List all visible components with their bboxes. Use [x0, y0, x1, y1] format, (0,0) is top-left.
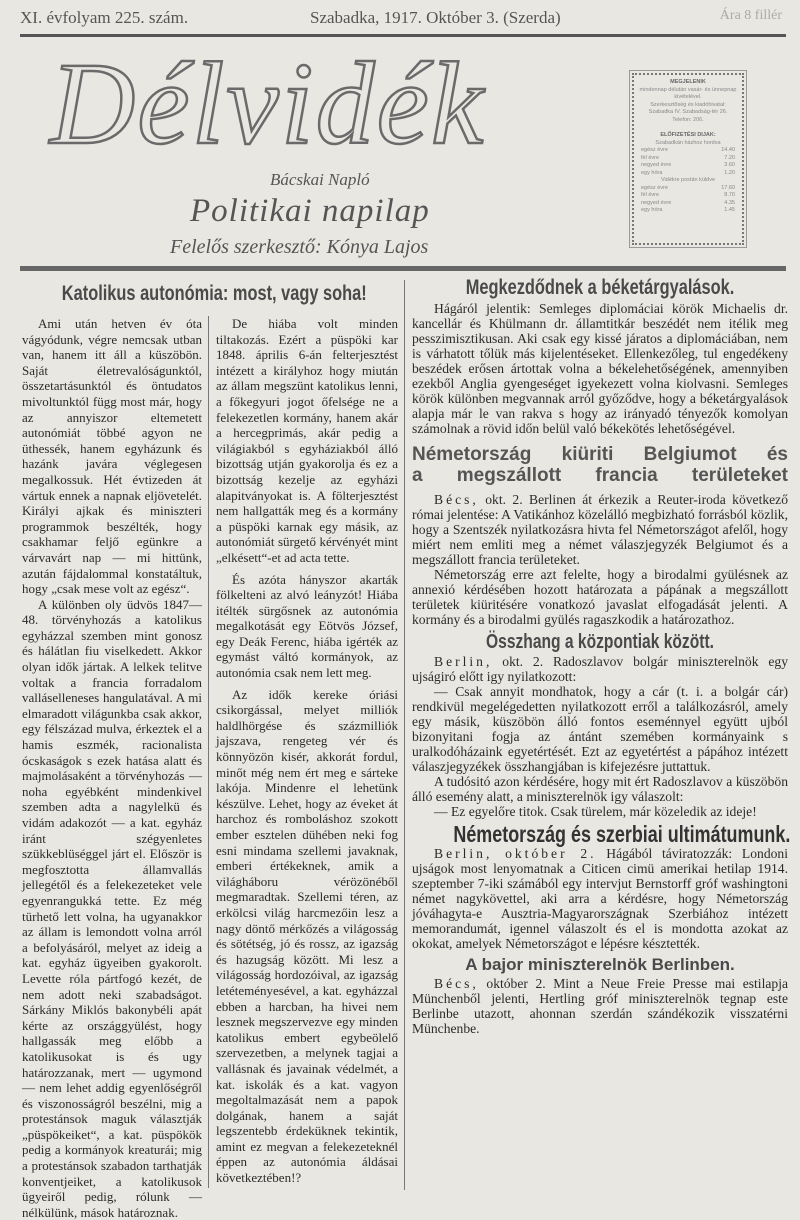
info-line: mindennap délután vasár- és ünnepnap kivételével. [639, 86, 737, 100]
article-headline: Katolikus autonómia: most, vagy soha! [61, 282, 367, 305]
masthead [20, 38, 610, 264]
article-column-2 [216, 316, 398, 1186]
info-title: MEGJELENIK [670, 79, 706, 85]
price-value: 4.35 [724, 199, 735, 206]
price-value: 14.40 [721, 147, 735, 153]
paragraph: Németország erre azt felelte, hogy a birodalmi gyülésnek az annexió kérdésében hozott határozata a pápának a megszállott területek kiüritésére vonatkozó javaslat elfogadását jelenti. A kormány és a birodalmi gyülés ragaszkodik a határozathoz. [412, 567, 788, 627]
article-headline: Megkezdődnek a béketárgyalások. [465, 276, 735, 299]
masthead-rule [20, 266, 786, 271]
post-title: Vidékre postán küldve [660, 177, 716, 183]
masthead-tagline: Politikai napilap [190, 193, 430, 229]
dateline-place: Bécs, [434, 976, 479, 991]
price-label: egy hóra [641, 207, 663, 213]
price-label: fél évre [641, 192, 660, 198]
paragraph: És azóta hányszor akarták fölkelteni az alvó leányzót! Hiába itélték sürgősnek az autonómia megalkotását egy Eötvös József, egy Deák Ferenc, hiába igérték az egymást váltó kormányok, az autonómia csak nem lett meg. [216, 571, 398, 681]
info-line: Szabadka IV. Szabadság-tér 26. [648, 109, 728, 115]
price-value: 8.70 [724, 192, 735, 198]
paragraph: Az idők kereke óriási csikorgással, melyet milliók haldlhörgése és százmilliók jajszava, rengeteg vér és könnyözön kisér, akkorát fordul, minőt még nem ért meg e sárteke lakója. Mindenre el lehetünk készülve. Lehet, hogy az éveket át harchoz és romboláshoz szokott ember esztelen dühében neki fog esni mindama szellemi javaknak, emberi értékeknek, amik a világháboru vérözönéből megmaradtak. Szellemi téren, az erkölcsi világ harcmezőin lesz a nagy döntő mérkőzés a világosság és sötétség, jó és rossz, az igazság és hazugság között. Mi lesz a világosság hordozóival, az igazság letéteményesével, a kat. egyházzal ebben a harcban, ha hivei nem lesznek megszervezve egy minden katolikus embert egybeölelő szervezetben, a melynek tagjai a vallásnak és javainak védelmét, a kat. iskolák és a kat. vagyon megoltalmazását nem a papok dolgának, hanem a saját legszentebb érdeküknek tekintik, amint ez megvan a felekezeteknél éppen az autonómia áldásai következtében!? [216, 686, 398, 1186]
dateline-place: Berlin, október 2. [434, 846, 597, 861]
paragraph-text: október 2. Mint a Neue Freie Presse mai estilapja Münchenből jelenti, Hertling gróf miniszterelnök tegnap este Berlinbe utazott, ahonnan szerdán szándékozik visszatérni Münchenbe. [412, 976, 789, 1036]
paragraph: — Csak annyit mondhatok, hogy a cár (t. i. a bolgár cár) rendkivül megelégedetten nyilatkozott erről a találkozásról, amely egy másik, küszöbön álló fontos eseménnyel együtt ujból bizonyitani fogja az ántánt szemében kormányaink s uralkodóházaink egyetértését. Ezt az egyetértést a pápához intézett válaszjegyzékek összhangjában is kifejezésre juttattuk. [412, 684, 788, 774]
issue-header [18, 8, 786, 30]
dateline: Szabadka, 1917. Október 3. (Szerda) [310, 8, 561, 27]
price-value: 7.20 [724, 154, 735, 161]
price-row [637, 192, 739, 200]
article-headline [412, 444, 788, 486]
column-divider [404, 280, 405, 1190]
info-line: Szerkesztőség és kiadóhivatal: [650, 101, 726, 108]
price-label: negyed évre [641, 199, 672, 206]
column-divider [208, 316, 209, 1188]
paragraph: Ami után hetven év óta vágyódunk, végre nemcsak utban van, hanem itt áll a küszöbön. Saját életrevalóságunktól, összetartásunktól és öntudatos mivoltunktól függ most már, hogy az annyiszor eltemetett autonómiát többé agyon ne üthessék, hanem egyházunk és hazánk javára véglegesen megalkossuk. Hét évtizeden át vártuk ennek a napnak eljövetelét. Királyi ajkak és miniszteri programmok beszélték, hogy csakhamar feljő egünkre a várvavárt nap — mi hittünk, azután fájdalommal konstatáltuk, hogy „csak mese volt az egész“. [22, 316, 202, 597]
paragraph: De hiába volt minden tiltakozás. Ezért a püspöki kar 1848. április 6-án felterjesztést intézett a királyhoz hogy miután az állam megszünt katolikus lenni, a főkegyuri jogot őfelsége ne a felekezetlen kormány, hanem akár a hercegprimás, akár pedig a világiakból s egyháziakból álló bizottság utján gyakorolja és ez a bizottság kezelje az egyházi alapitványokat is. A fölterjesztést nem hallgatták meg és a kormány a püspöki karnak egy másik, az autonómiát sürgető kérvényét mint „elkésett“-et ad acta tette. [216, 316, 398, 565]
price-label: egész évre [641, 147, 668, 153]
price-label: fél évre [641, 154, 660, 161]
price: Ára 8 fillér [719, 8, 782, 23]
price-label: negyed évre [641, 162, 672, 168]
price-row [637, 155, 739, 163]
paragraph-text: okt. 2. Radoszlavov bolgár miniszterelnök egy ujságiró előtt igy nyilatkozott: [412, 654, 788, 684]
price-row [637, 170, 739, 178]
article-headline: Németország és szerbiai ultimátumunk. [453, 821, 791, 847]
issue-number: XI. évfolyam 225. szám. [20, 8, 189, 27]
masthead-subtitle: Bácskai Napló [270, 170, 370, 189]
paragraph: — Ez egyelőre titok. Csak türelem, már közeledik az ideje! [434, 804, 757, 819]
price-label: egy hóra [641, 169, 663, 176]
price-value: 1.20 [724, 169, 735, 176]
dateline-place: Berlin, [434, 654, 493, 669]
subscription-info-box [632, 73, 744, 245]
header-rule [20, 34, 786, 37]
headline-line: Németország kiüriti Belgiumot és [412, 444, 788, 465]
price-row [637, 147, 739, 155]
prices-title: ELŐFIZETÉSI DIJAK: [660, 132, 716, 138]
price-row [637, 162, 739, 170]
info-line: Telefon: 206. [672, 116, 704, 123]
paragraph: Hágáról jelentik: Semleges diplomáciai körök Michaelis dr. kancellár és Khülmann dr. államtitkár beszédét nem itélik meg pesszimisztikusan. Aki csak egy kissé járatos a diplomáciában, nem is várhatott tőlük más kijelentéseket. Ellenkezőleg, tul engedékeny beszédek erősen ártottak volna a békelehetőségének, amennyiben ezekből Anglia gyengeséget igyekezett volna kiolvasni. Semleges körök különben megvannak arról győződve, hogy a béketárgyalások alapja már le van rakva s hogy az irányadó tényezők komolyan számolnak a rövid időn belül való békekötés lehetőségével. [412, 301, 788, 436]
price-row [637, 207, 739, 215]
price-row [637, 185, 739, 193]
article-headline: Összhang a központiak között. [486, 631, 714, 653]
dateline-place: Bécs, [434, 492, 479, 507]
paragraph: A különben oly üdvös 1847—48. törvényhozás a katolikus egyházzal szemben mint gonosz és hálátlan fiu viselkedett. Akkor olyan idők jártak. A lelkek telitve voltak a francia forradalom valláselleneses hangulatával. A mi elmaradott világunkba csak akkor, egy félszázad mulva, érkeztek el a hamis eszmék, racionalista ócskaságok s ezek hatása alatt és majmolásaként a törvényhozás — noha egyébként mindenkivel szemben adta a nagylelkü és vidám adakozót — a kat. egyház iránt szégyenletes szükkeblüséggel járt el. Először is megfosztotta államvallás jellegétől és a felekezeteket vele egyenrangukká tette. Ez még türhető lett volna, ha ugyanakkor az állam is lemondott volna arról a befolyásáról, melyet az ideig a kat. egyház ügyeiben gyakorolt. Levette róla pártfogó kezét, de nem adott neki szabadságot. Sárkány Miklós bakonybéli apát kérte az országgyülést, hogy hallgassák meg előbb a katolikusokat is és ugy határozzanak, mert — ugymond — nem lehet addig egyenlőségről és viszonosságról beszélni, mig a protestánsok maguk választják „püspökeiket“, a kat. püspökök pedig a kormányok kreaturái; mig a protestánsok szabadon tarthatják konventjeiket, a katolikusok ügyeiről pedig, rólunk — nélkülünk, mások határoznak. [22, 596, 202, 1220]
news-column [412, 276, 791, 1036]
price-row [637, 200, 739, 208]
local-title: Szabadkán házhoz hordva [655, 139, 721, 146]
headline-line: a megszállott francia területeket [412, 465, 788, 486]
price-label: egész évre [641, 184, 668, 191]
paragraph [412, 976, 788, 1036]
paragraph-text: Hágából táviratozzák: Londoni ujságok most lenyomatnak a Citicen cimü amerikai hetilap 1914. szeptember 7-iki számából egy intervjut Bernstorff gróf washingtoni német nagykövettel, aki arra a kérdésre, hogy Németország jóváhagyta-e Ausztria-Magyarországnak Szerbiához intézett memorandumát, igennel válaszolt és el is mondotta azokat az okokat, amelyek Németországot e lépésre késztették. [412, 846, 788, 951]
paragraph [412, 654, 788, 684]
price-value: 1.45 [724, 207, 735, 213]
paragraph [412, 846, 788, 951]
paragraph-text: okt. 2. Berlinen át érkezik a Reuter-iroda következő római jelentése: A Vatikánhoz közelálló megbizható forrásból közlik, hogy a Szentszék nyilatkozásra hivta fel Németországot afelől, hogy miért nem emliti meg a német válaszjegyzék Belgiumot és a megszállott francia területeket. [412, 492, 789, 567]
price-value: 17.60 [721, 184, 735, 191]
masthead-editor: Felelős szerkesztő: Kónya Lajos [170, 236, 429, 258]
article-column-1 [22, 316, 202, 1220]
price-value: 3.60 [724, 162, 735, 168]
paragraph: A tudósitó azon kérdésére, hogy mit ért Radoszlavov a küszöbön álló esemény alatt, a miniszterelnök igy válaszolt: [412, 774, 788, 804]
article-headline: A bajor miniszterelnök Berlinben. [465, 955, 735, 974]
newspaper-logo: Délvidék [50, 38, 486, 169]
paragraph [412, 492, 788, 567]
